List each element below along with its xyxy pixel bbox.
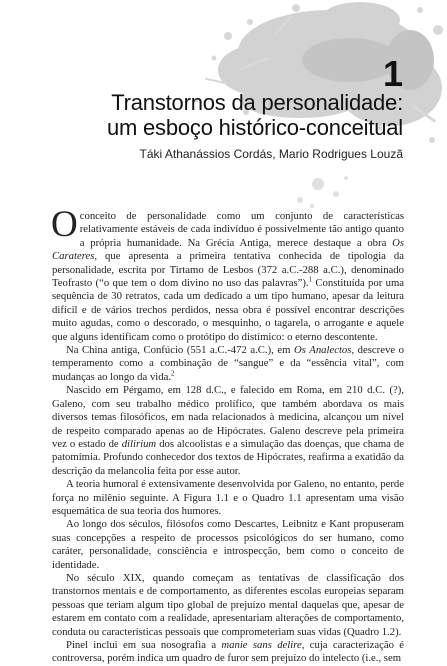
paragraph-1 — [51, 204, 405, 344]
paragraph-4: A teoria humoral é extensivamente desenvolvida por Galeno, no entanto, perde força no milênio seguinte. A Figura 1.1 e o Quadro 1.1 apresentam uma visão esquemática de sua teoria dos humores. — [52, 478, 404, 517]
paragraph-6: No século XIX, quando começam as tentativas de classificação dos transtornos mentais e de comportamento, as diferentes escolas europeias separam pessoas que teriam algum tipo global de prejuízo mental daquelas que, apesar de estarem em contato com a realidade, apresentariam alterações de comportamento, conduta ou características pessoais que comprometeriam suas vidas (Quadro 1.2). — [52, 571, 404, 638]
book-title-os-analectos: Os Analectos — [294, 344, 352, 357]
term-manie-sans-delire: manie sans delire — [221, 639, 302, 651]
chapter-authors: Táki Athanássios Cordás, Mario Rodrigues Louzã — [139, 147, 403, 161]
chapter-title-line-2: um esboço histórico-conceitual — [106, 115, 403, 140]
paragraph-1-text-c: Constituída por uma sequência de 30 retratos, cada um dedicado a um tipo humano, apesar da leitura difícil e de vários trechos perdidos, nessa obra é possível encontrar descrições muito agudas, como o descorado, o mesquinho, o tagarela, o arrogante e aquele que alguns identificam como o protótipo do distímico: o eterno descontente. — [52, 277, 405, 343]
footnote-ref-1: 1 — [308, 275, 313, 284]
paragraph-7-text-a: Pinel inclui em sua nosografia a — [66, 639, 222, 651]
book-title-os-carateres: Os Carateres — [52, 236, 404, 263]
drop-cap: O — [51, 204, 78, 245]
paragraph-1-text-a: conceito de personalidade como um conjunto de características relativamente estáveis de cada indivíduo é possivelmente tão antigo quanto a própria humanidade. Na Grécia Antiga, merece destaque a obra — [79, 210, 404, 249]
paragraph-2-text-b: , descreve o temperamento como a combinação de “sangue” e da “essência vital”, com mudanças ao longo da vida. — [52, 344, 404, 383]
paragraph-5: Ao longo dos séculos, filósofos como Descartes, Leibnitz e Kant propuseram suas concepções a respeito de processos psicológicos do ser humano, como caráter, personalidade, consciência e introspecção, bem como o conceito de identidade. — [52, 518, 404, 571]
paragraph-1-text-b: , que apresenta a primeira tentativa conhecida de tipologia da personalidade, escrita por Tirtamo de Lesbos (372 a.C.-288 a.C.), denominado Teofrasto (“o que tem o dom divino no uso das palavras”). — [52, 250, 404, 290]
paragraph-3 — [52, 384, 404, 478]
paragraph-2-text-a: Na China antiga, Confúcio (551 a.C.-472 a.C.), em — [66, 344, 295, 357]
paragraph-3-text-b: dos alcoolistas e a simulação das doenças, que chama de patomímia. Profundo conhecedor dos textos de Hipócrates, reafirma a exatidão da descrição da melancolia feita por esse autor. — [52, 437, 404, 477]
paragraph-3-text-a: Nascido em Pérgamo, em 128 d.C., e falecido em Roma, em 210 d.C. (?), Galeno, com seu trabalho médico prolífico, que também abordava os mais diversos temas filosóficos, em nada relacionados à medicina, alcançou um nível de respeito comparado apenas ao de Hipócrates. Galeno descreve pela primeira vez o estado de — [52, 384, 404, 450]
paragraph-7 — [52, 639, 404, 666]
chapter-body — [51, 204, 405, 666]
chapter-number: 1 — [382, 53, 403, 94]
paragraph-7-text-b: , cuja caracterização é controversa, porém indica um quadro de furor sem prejuízo do intelecto (i.e., sem — [52, 639, 405, 665]
term-dilirium: dilirium — [121, 437, 157, 450]
footnote-ref-2: 2 — [171, 369, 175, 378]
paragraph-2 — [52, 344, 404, 384]
chapter-title — [23, 90, 403, 140]
chapter-title-line-1: Transtornos da personalidade: — [111, 90, 403, 115]
